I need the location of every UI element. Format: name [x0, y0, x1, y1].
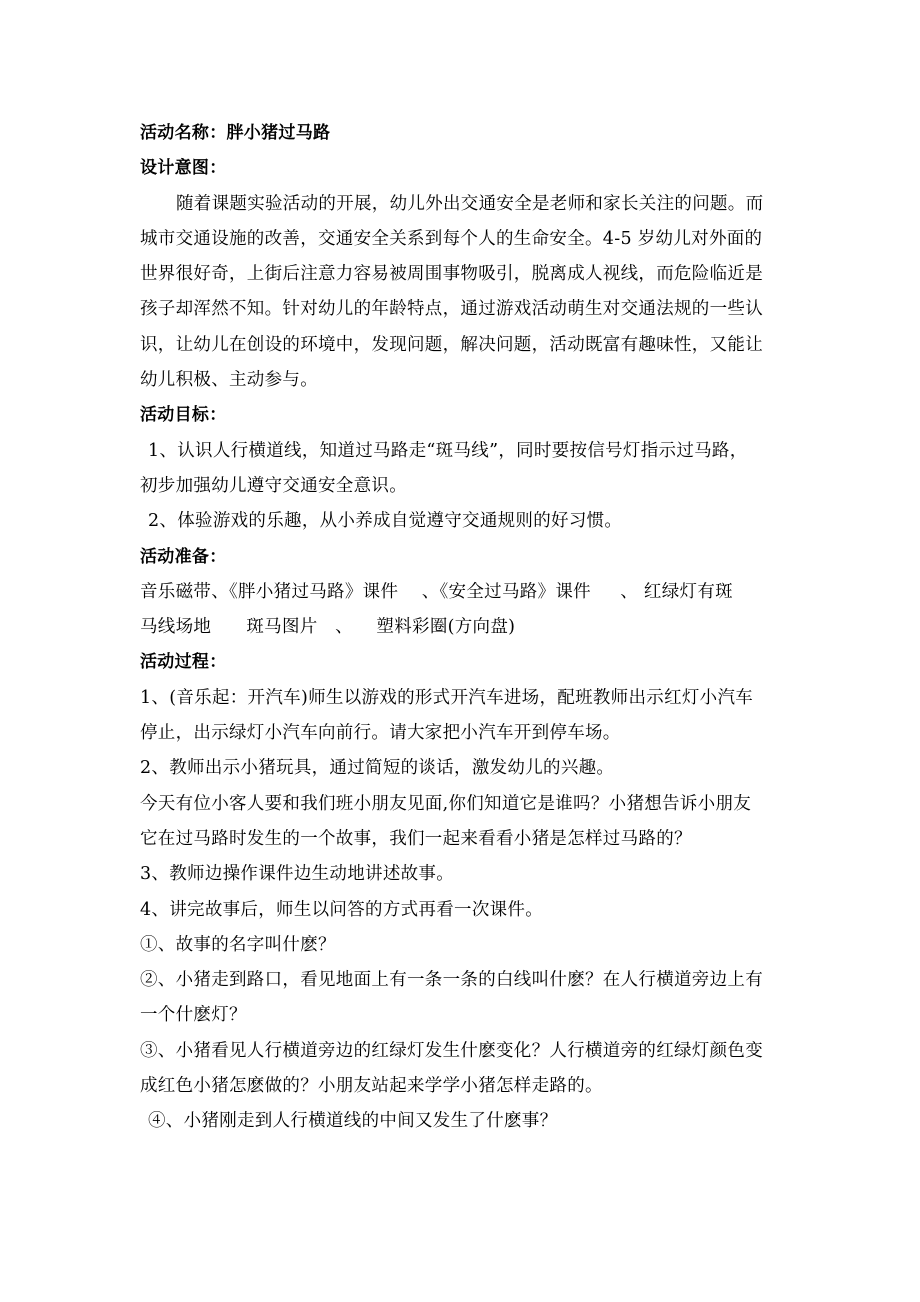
goals-heading: 活动目标： — [140, 405, 227, 426]
process-line: 成红色小猪怎麽做的？小朋友站起来学学小猪怎样走路的。 — [140, 1076, 603, 1097]
process-line: 停止，出示绿灯小汽车向前行。请大家把小汽车开到停车场。 — [140, 723, 621, 744]
activity-name-heading: 活动名称：胖小猪过马路 — [140, 123, 331, 143]
design-intent-line: 幼儿积极、主动参与。 — [140, 370, 318, 391]
design-intent-line: 世界很好奇，上街后注意力容易被周围事物吸引，脱离成人视线，而危险临近是 — [140, 264, 763, 285]
preparation-line: 马线场地 斑马图片 、 塑料彩圈(方向盘) — [140, 617, 516, 638]
process-line: 今天有位小客人要和我们班小朋友见面,你们知道它是谁吗？小猪想告诉小朋友 — [140, 793, 752, 814]
goal-line: 1、认识人行横道线，知道过马路走“斑马线”，同时要按信号灯指示过马路， — [148, 440, 748, 461]
process-line: 1、(音乐起：开汽车)师生以游戏的形式开汽车进场，配班教师出示红灯小汽车 — [140, 687, 754, 708]
process-heading: 活动过程： — [140, 652, 227, 673]
process-line: 它在过马路时发生的一个故事，我们一起来看看小猪是怎样过马路的？ — [140, 828, 692, 849]
design-intent-line: 孩子却浑然不知。针对幼儿的年龄特点，通过游戏活动萌生对交通法规的一些认 — [140, 299, 763, 320]
design-intent-heading: 设计意图： — [140, 158, 227, 179]
design-intent-line: 识，让幼儿在创设的环境中，发现问题，解决问题，活动既富有趣味性，又能让 — [140, 334, 763, 355]
preparation-heading: 活动准备： — [140, 546, 227, 567]
process-line: 2、教师出示小猪玩具，通过简短的谈话，激发幼儿的兴趣。 — [140, 758, 615, 779]
goal-line: 初步加强幼儿遵守交通安全意识。 — [140, 475, 407, 496]
document-page — [140, 116, 800, 1140]
design-intent-line: 城市交通设施的改善，交通安全关系到每个人的生命安全。4-5 岁幼儿对外面的 — [140, 228, 763, 249]
process-line: 3、教师边操作课件边生动地讲述故事。 — [140, 864, 455, 885]
process-line: ②、小猪走到路口，看见地面上有一条一条的白线叫什麽？在人行横道旁边上有 — [140, 970, 763, 991]
process-line: 一个什麽灯？ — [140, 1005, 247, 1026]
process-line: ④、小猪刚走到人行横道线的中间又发生了什麽事？ — [148, 1111, 558, 1132]
goal-line: 2、体验游戏的乐趣，从小养成自觉遵守交通规则的好习惯。 — [148, 511, 623, 532]
process-line: ①、故事的名字叫什麽？ — [140, 934, 336, 955]
preparation-line: 音乐磁带、《胖小猪过马路》课件 、《安全过马路》课件 、 红绿灯有斑 — [140, 581, 733, 602]
process-line: ③、小猪看见人行横道旁边的红绿灯发生什麽变化？人行横道旁的红绿灯颜色变 — [140, 1040, 763, 1061]
process-line: 4、讲完故事后，师生以问答的方式再看一次课件。 — [140, 899, 544, 920]
design-intent-line: 随着课题实验活动的开展，幼儿外出交通安全是老师和家长关注的问题。而 — [176, 193, 764, 214]
